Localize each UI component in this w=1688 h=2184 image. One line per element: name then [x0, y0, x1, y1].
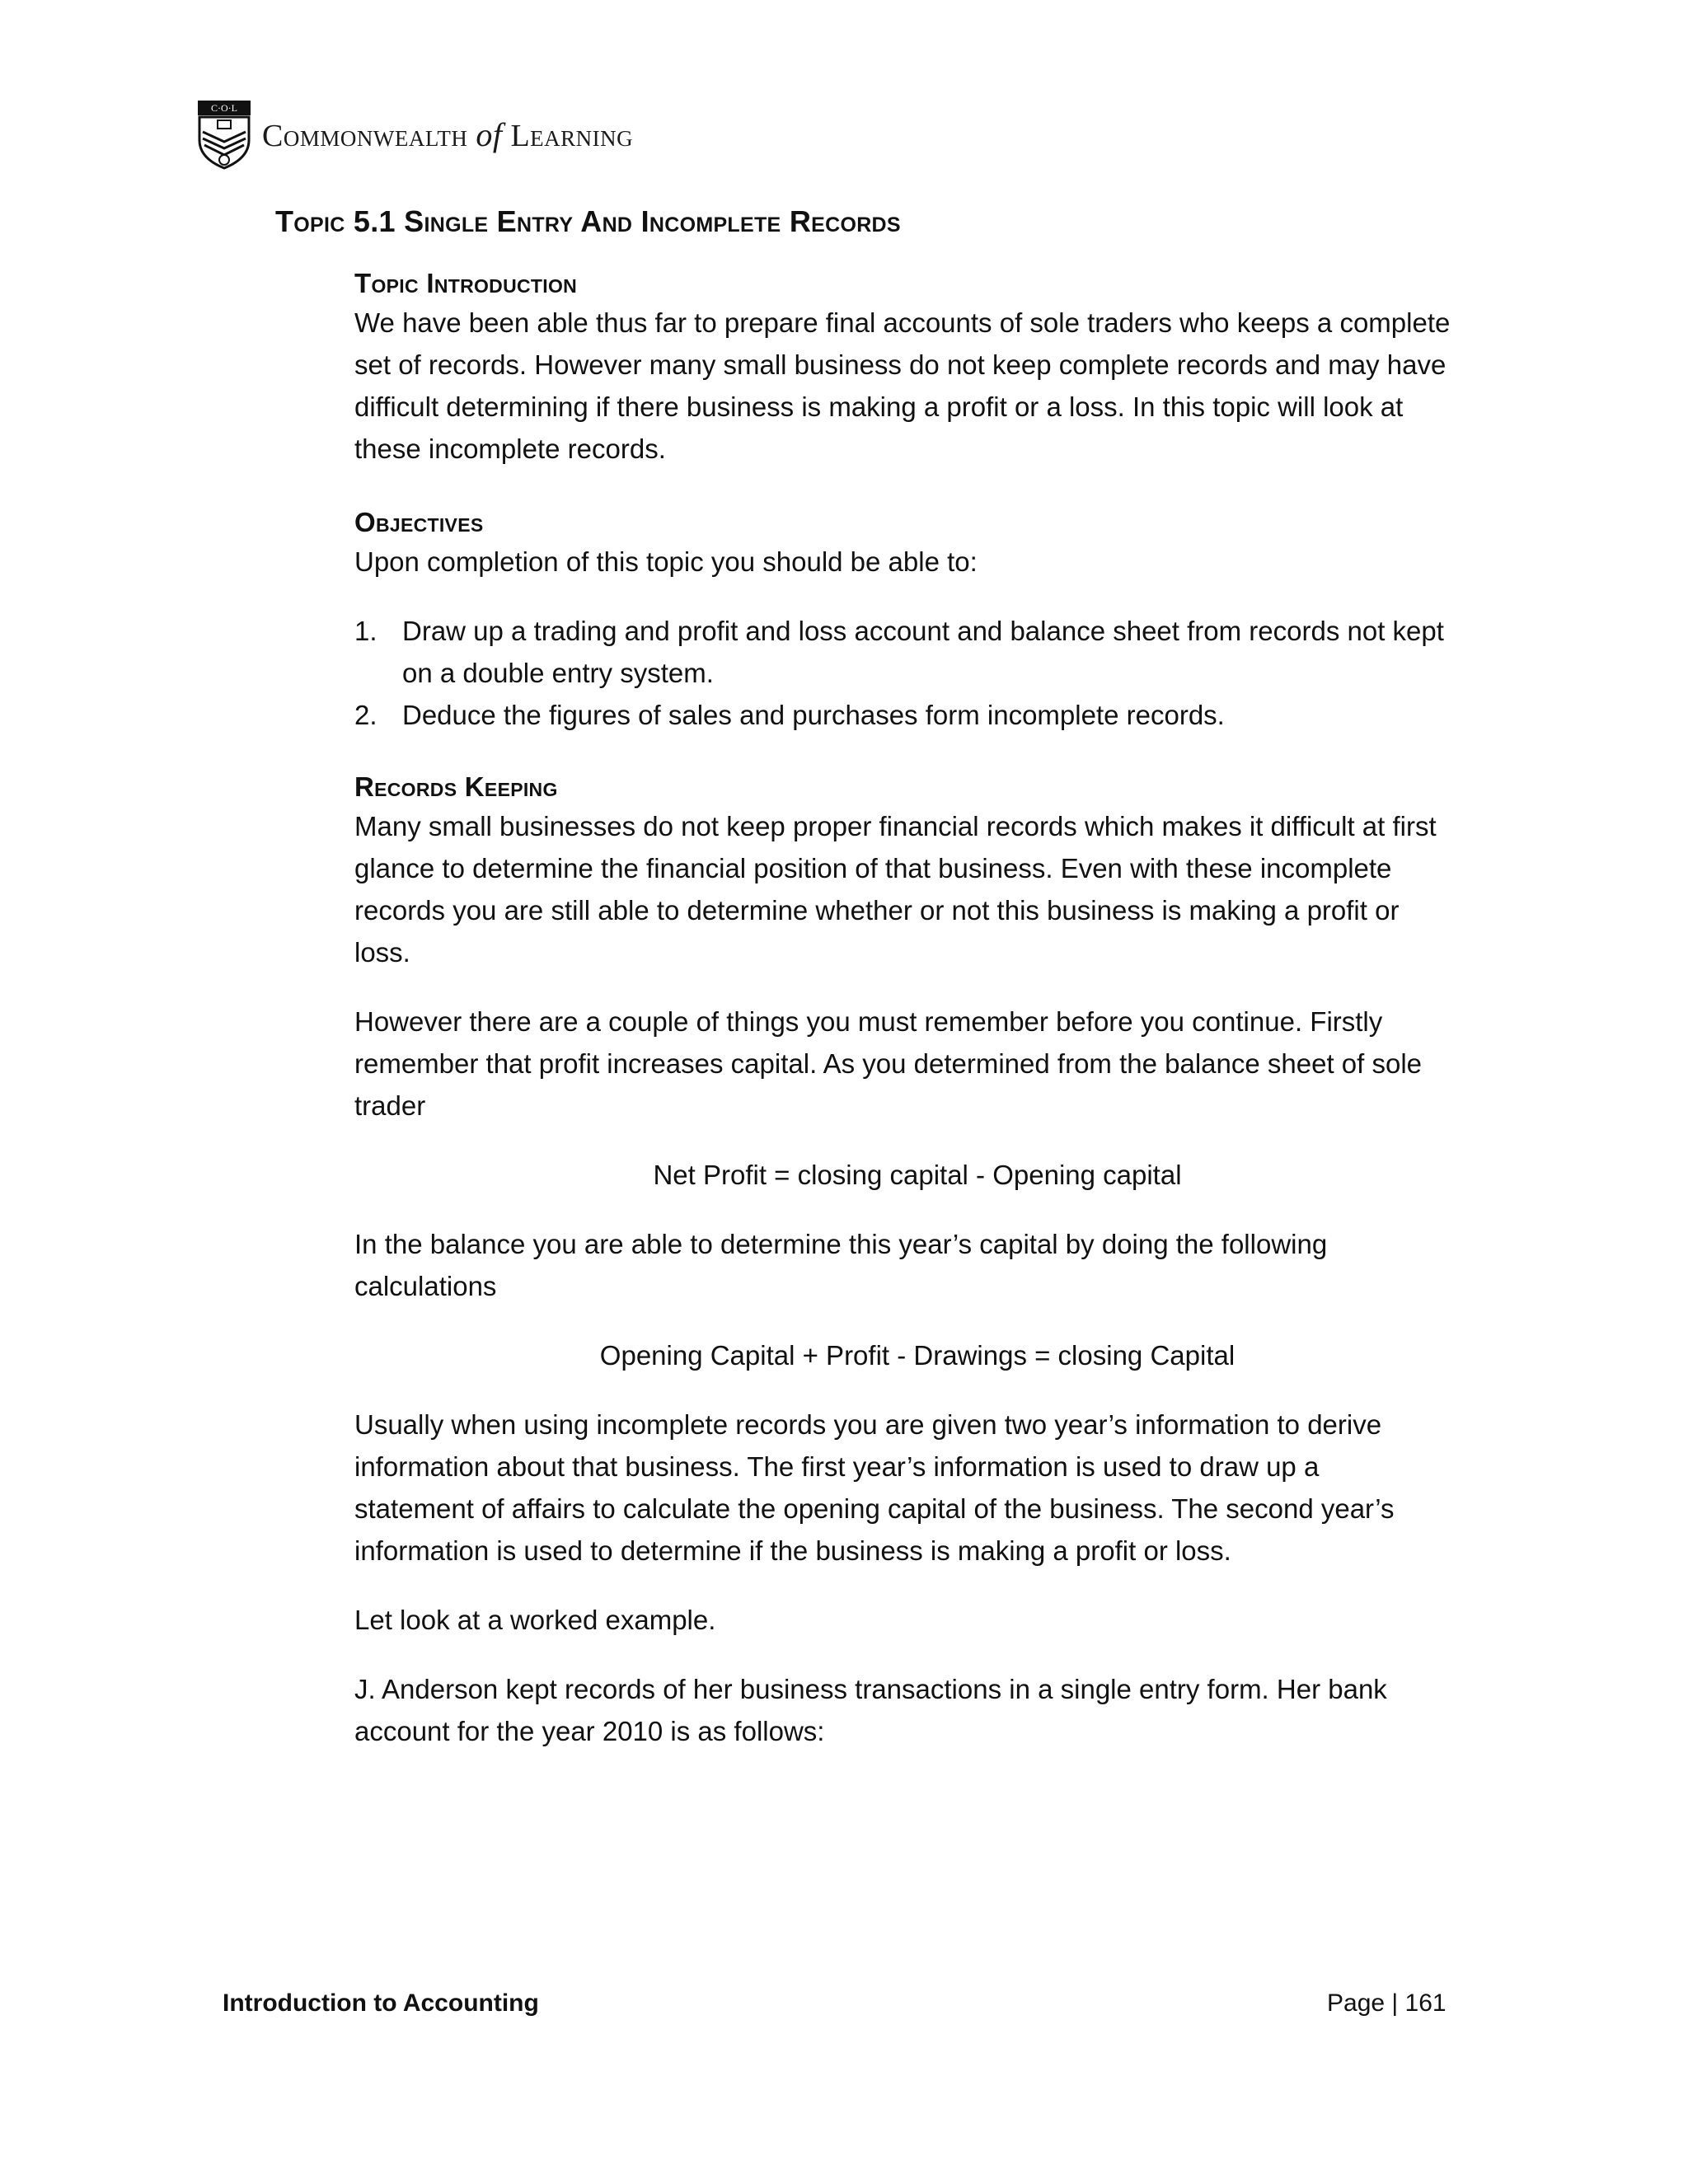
page-title: Topic 5.1 Single Entry And Incomplete Records [275, 204, 901, 238]
text-line: Draw up a trading and profit and loss account and balance sheet from records not kept [402, 616, 1444, 646]
objectives-list [354, 610, 1492, 736]
list-number: 2. [354, 700, 377, 730]
logo-wordmark [262, 115, 633, 154]
records-paragraph-5 [354, 1599, 1492, 1641]
text-line: We have been able thus far to prepare final accounts of sole traders who keeps a complete [354, 307, 1451, 338]
text-line: trader [354, 1090, 426, 1121]
footer-course-title: Introduction to Accounting [223, 1990, 539, 2017]
crest-icon [196, 99, 252, 170]
text-line: information is used to determine if the business is making a profit or loss. [354, 1535, 1231, 1566]
list-item [354, 610, 1492, 694]
records-paragraph-6 [354, 1668, 1492, 1752]
formula-net-profit: Net Profit = closing capital - Opening capital [653, 1160, 1182, 1190]
text-line: Let look at a worked example. [354, 1605, 716, 1635]
records-paragraph-2 [354, 1001, 1492, 1127]
text-line: However there are a couple of things you must remember before you continue. Firstly [354, 1006, 1383, 1037]
text-line: records you are still able to determine whether or not this business is making a profit or [354, 895, 1400, 926]
heading-objectives: Objectives [354, 507, 484, 537]
text-line: on a double entry system. [402, 658, 714, 688]
main-content [354, 265, 1492, 1752]
publisher-logo [196, 97, 633, 171]
heading-topic-introduction: Topic Introduction [354, 268, 578, 298]
intro-paragraph [354, 302, 1492, 470]
text-line: loss. [354, 937, 410, 968]
logo-end: Learning [510, 118, 634, 153]
logo-of: of [476, 115, 503, 153]
records-paragraph-4 [354, 1404, 1492, 1572]
heading-records-keeping: Records Keeping [354, 771, 558, 802]
objectives-lead: Upon completion of this topic you should be able to: [354, 546, 978, 577]
records-paragraph-3 [354, 1223, 1492, 1307]
records-paragraph-1 [354, 805, 1492, 973]
text-line: these incomplete records. [354, 434, 666, 464]
formula-closing-capital: Opening Capital + Profit - Drawings = closing Capital [599, 1340, 1236, 1371]
text-line: Deduce the figures of sales and purchases form incomplete records. [402, 700, 1225, 730]
text-line: information about that business. The first year’s information is used to draw up a [354, 1451, 1320, 1482]
crest-label: C·O·L [211, 102, 237, 114]
footer-page-number: Page | 161 [1327, 1990, 1447, 2017]
text-line: statement of affairs to calculate the opening capital of the business. The second year’s [354, 1493, 1395, 1524]
logo-main: Commonwealth [262, 118, 468, 153]
text-line: remember that profit increases capital. As you determined from the balance sheet of sole [354, 1048, 1423, 1079]
text-line: J. Anderson kept records of her business transactions in a single entry form. Her bank [354, 1674, 1387, 1704]
text-line: Usually when using incomplete records you are given two year’s information to derive [354, 1409, 1382, 1440]
text-line: Many small businesses do not keep proper financial records which makes it difficult at first [354, 811, 1437, 841]
text-line: difficult determining if there business is making a profit or a loss. In this topic will look at [354, 391, 1404, 422]
text-line: glance to determine the financial position of that business. Even with these incomplete [354, 853, 1392, 883]
list-item [354, 694, 1492, 736]
list-number: 1. [354, 616, 377, 646]
text-line: set of records. However many small business do not keep complete records and may have [354, 349, 1447, 380]
text-line: In the balance you are able to determine this year’s capital by doing the following [354, 1229, 1328, 1259]
text-line: account for the year 2010 is as follows: [354, 1716, 825, 1746]
text-line: calculations [354, 1271, 497, 1301]
